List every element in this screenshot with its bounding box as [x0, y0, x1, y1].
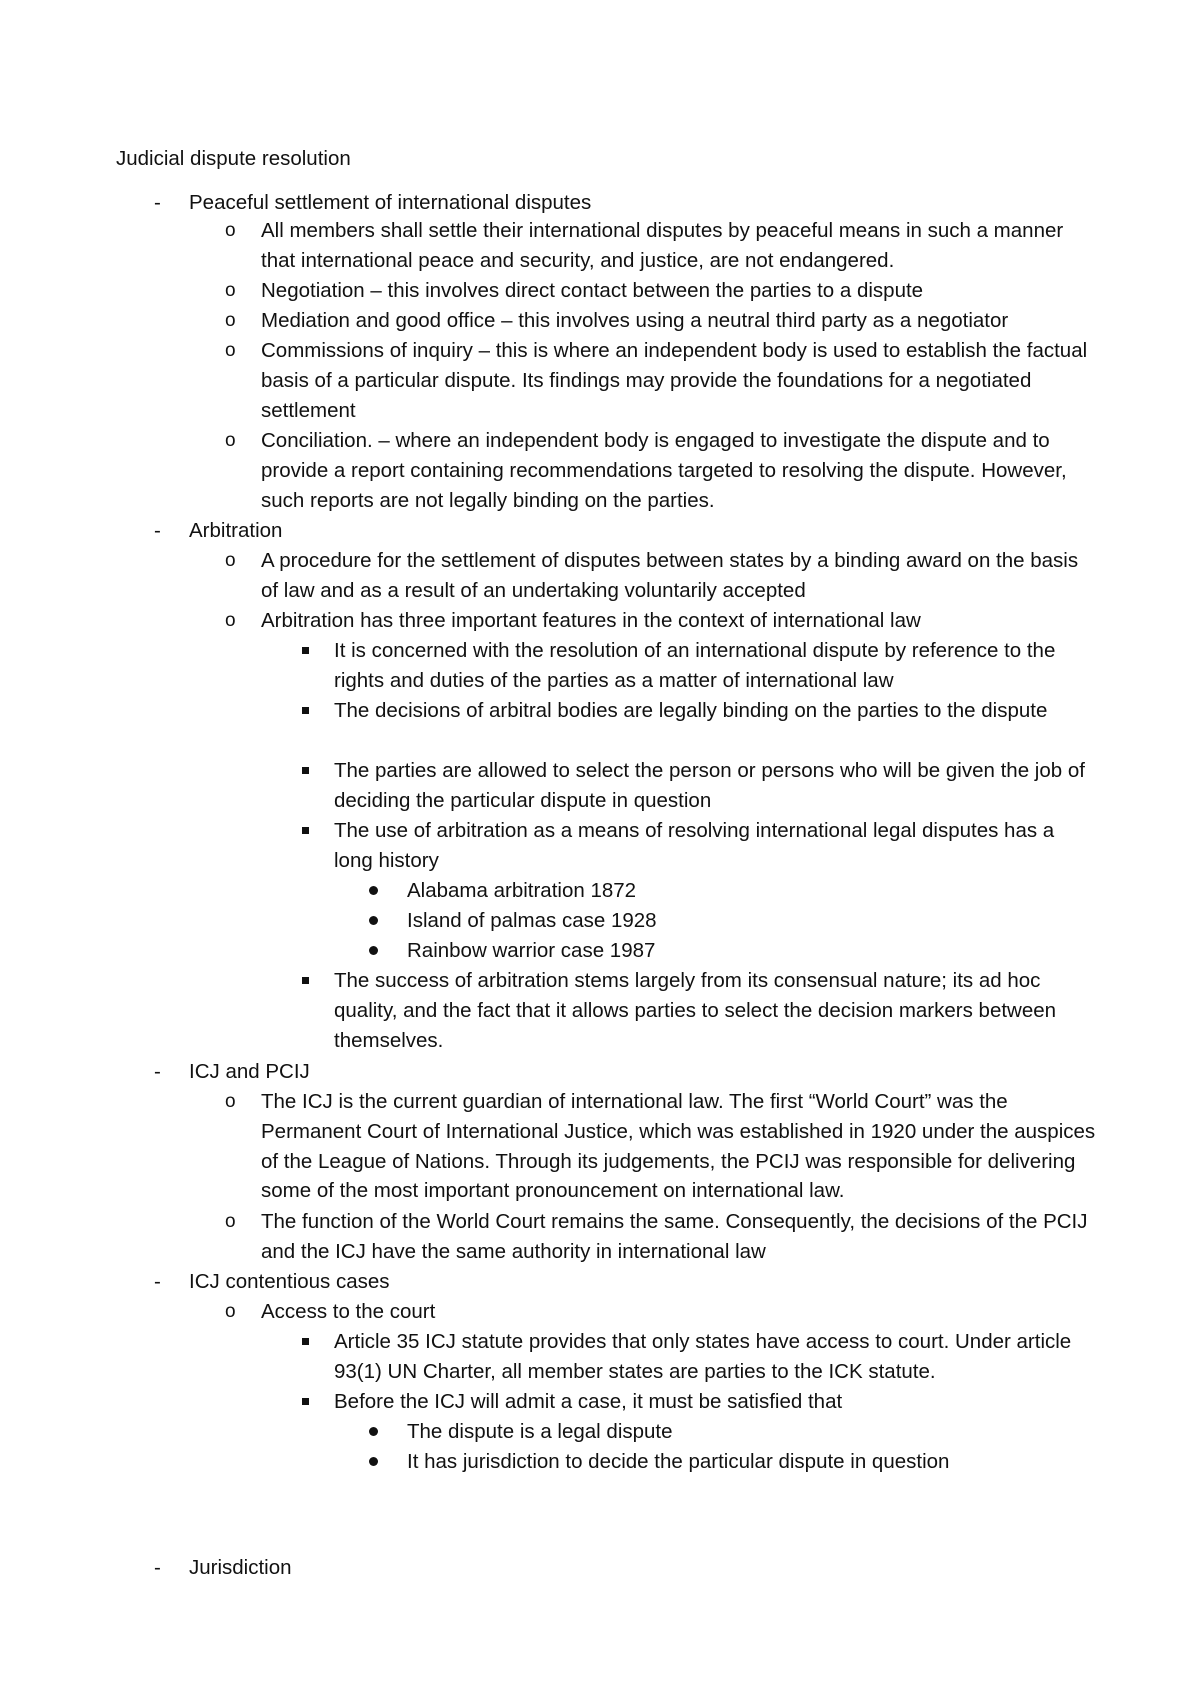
circle-marker: o — [225, 610, 236, 631]
round-bullet — [369, 1427, 378, 1436]
sub-list-item-text: Before the ICJ will admit a case, it must be satisfied that — [334, 1390, 843, 1413]
sub-list-item-text: The decisions of arbitral bodies are legally binding on the parties to the dispute — [334, 699, 1048, 722]
circle-marker: o — [225, 1091, 236, 1112]
section-label: Peaceful settlement of international disputes — [189, 191, 592, 214]
sub-list-item-text: Article 35 ICJ statute provides that only states have access to court. Under article 93(1) UN Charter, all member states are parties to the ICK statute. — [334, 1330, 1072, 1383]
round-bullet — [369, 916, 378, 925]
round-bullet — [369, 946, 378, 955]
square-bullet — [302, 1338, 309, 1345]
dash-marker: - — [154, 191, 161, 214]
bullet-item-text: It has jurisdiction to decide the particular dispute in question — [407, 1450, 950, 1473]
section-label: ICJ and PCIJ — [189, 1060, 310, 1083]
sub-list-item-text: The use of arbitration as a means of resolving international legal disputes has a long history — [334, 819, 1055, 872]
list-item-text: The ICJ is the current guardian of international law. The first “World Court” was the Permanent Court of International Justice, which was established in 1920 under the auspices of the League of Nations. Through its judgements, the PCIJ was responsible for delivering some of the most important pronouncement on international law. — [261, 1090, 1096, 1203]
square-bullet — [302, 827, 309, 834]
list-item-text: All members shall settle their international disputes by peaceful means in such a manner that international peace and security, and justice, are not endangered. — [261, 219, 1064, 272]
circle-marker: o — [225, 1301, 236, 1322]
bullet-item-text: The dispute is a legal dispute — [407, 1420, 673, 1443]
square-bullet — [302, 647, 309, 654]
square-bullet — [302, 767, 309, 774]
circle-marker: o — [225, 430, 236, 451]
list-item-text: Arbitration has three important features in the context of international law — [261, 609, 921, 632]
list-item-text: A procedure for the settlement of disputes between states by a binding award on the basis of law and as a result of an undertaking voluntarily accepted — [261, 549, 1079, 602]
bullet-item-text: Island of palmas case 1928 — [407, 909, 657, 932]
sub-list-item-text: The success of arbitration stems largely from its consensual nature; its ad hoc quality, and the fact that it allows parties to select the decision markers between themselves. — [334, 969, 1057, 1052]
square-bullet — [302, 977, 309, 984]
list-item-text: Commissions of inquiry – this is where an independent body is used to establish the factual basis of a particular dispute. Its findings may provide the foundations for a negotiated settlement — [261, 339, 1088, 422]
sub-list-item-text: It is concerned with the resolution of an international dispute by reference to the rights and duties of the parties as a matter of international law — [334, 639, 1056, 692]
circle-marker: o — [225, 550, 236, 571]
list-item-text: The function of the World Court remains the same. Consequently, the decisions of the PCIJ and the ICJ have the same authority in international law — [261, 1210, 1088, 1263]
square-bullet — [302, 707, 309, 714]
square-bullet — [302, 1398, 309, 1405]
circle-marker: o — [225, 1211, 236, 1232]
round-bullet — [369, 1457, 378, 1466]
circle-marker: o — [225, 310, 236, 331]
round-bullet — [369, 886, 378, 895]
dash-marker: - — [154, 519, 161, 542]
bullet-item-text: Rainbow warrior case 1987 — [407, 939, 656, 962]
list-item-text: Access to the court — [261, 1300, 436, 1323]
dash-marker: - — [154, 1270, 161, 1293]
bullet-item-text: Alabama arbitration 1872 — [407, 879, 637, 902]
section-label: Jurisdiction — [189, 1556, 292, 1579]
section-label: Arbitration — [189, 519, 283, 542]
dash-marker: - — [154, 1060, 161, 1083]
circle-marker: o — [225, 280, 236, 301]
list-item-text: Negotiation – this involves direct contact between the parties to a dispute — [261, 279, 924, 302]
list-item-text: Mediation and good office – this involves using a neutral third party as a negotiator — [261, 309, 1009, 332]
dash-marker: - — [154, 1556, 161, 1579]
list-item-text: Conciliation. – where an independent body is engaged to investigate the dispute and to provide a report containing recommendations targeted to resolving the dispute. However, such reports are not legally binding on the parties. — [261, 429, 1067, 512]
circle-marker: o — [225, 340, 236, 361]
document-title: Judicial dispute resolution — [116, 147, 351, 170]
section-label: ICJ contentious cases — [189, 1270, 390, 1293]
circle-marker: o — [225, 220, 236, 241]
sub-list-item-text: The parties are allowed to select the person or persons who will be given the job of deciding the particular dispute in question — [334, 759, 1085, 812]
